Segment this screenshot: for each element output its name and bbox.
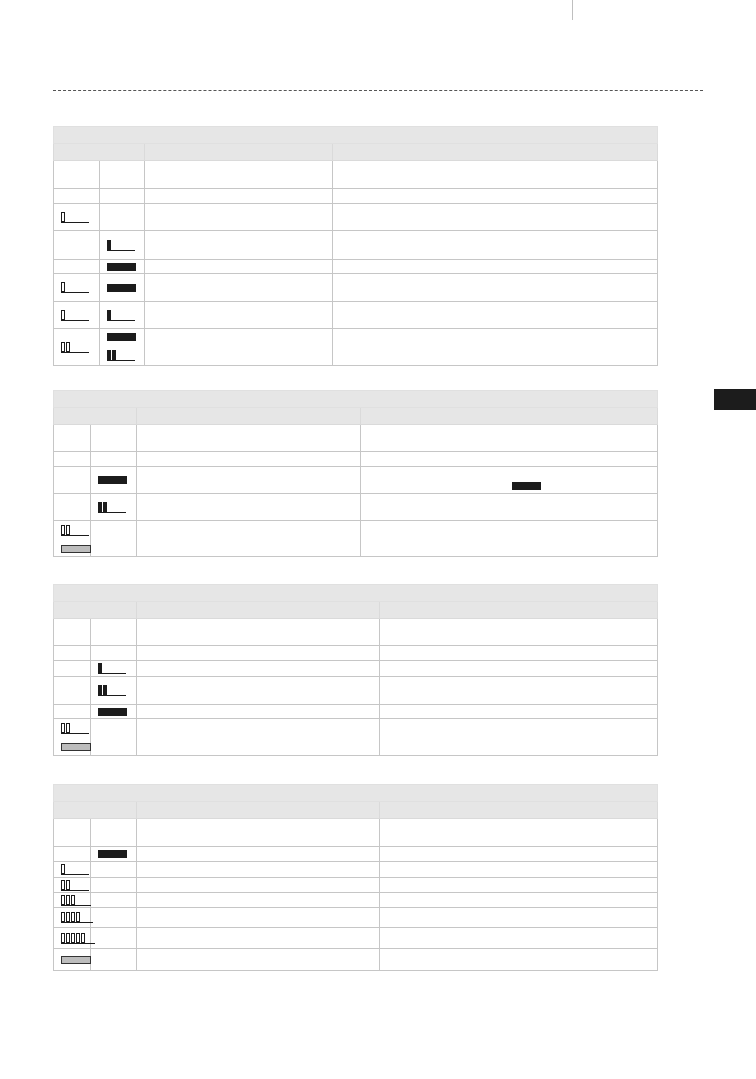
- description-cell: [137, 862, 380, 878]
- table-title-row: [54, 585, 658, 602]
- description-cell: [137, 847, 380, 862]
- remedy-cell: [380, 928, 658, 949]
- symbol-cell-a: [54, 661, 91, 677]
- header-cell: [333, 144, 658, 161]
- symbol-cell-b: [91, 908, 137, 928]
- table-3: [53, 584, 658, 756]
- remedy-cell: [380, 893, 658, 908]
- table-row: [54, 677, 658, 705]
- description-cell: [137, 425, 361, 452]
- symbol-cell-a: [54, 928, 91, 949]
- remedy-cell: [380, 878, 658, 893]
- symbol-cell-a: [54, 705, 91, 719]
- tick-marks-icon: [107, 240, 112, 251]
- symbol-cell-b: [100, 329, 145, 366]
- description-cell: [145, 231, 333, 260]
- remedy-cell: [380, 619, 658, 646]
- table-row: [54, 878, 658, 893]
- description-cell: [137, 494, 361, 521]
- header-cell: [54, 802, 137, 819]
- table-row: [54, 949, 658, 971]
- tick-marks-icon: [61, 342, 71, 353]
- table-row: [54, 425, 658, 452]
- symbol-cell-b: [91, 893, 137, 908]
- tick-marks-icon: [61, 895, 76, 906]
- table-1: [53, 126, 658, 366]
- description-cell: [137, 646, 380, 661]
- remedy-cell: [380, 862, 658, 878]
- tick-marks-icon: [61, 864, 66, 875]
- symbol-cell-a: [54, 878, 91, 893]
- table-row: [54, 260, 658, 274]
- symbol-cell-b: [91, 949, 137, 971]
- symbol-cell-b: [91, 467, 137, 494]
- symbol-cell-a: [54, 521, 91, 557]
- table-row: [54, 908, 658, 928]
- black-bar-icon: [107, 284, 136, 292]
- black-bar-icon: [98, 708, 127, 716]
- tick-marks-icon: [107, 350, 117, 361]
- symbol-cell-a: [54, 619, 91, 646]
- table-header-row: [54, 144, 658, 161]
- table-row: [54, 719, 658, 756]
- remedy-cell: [361, 452, 658, 467]
- description-cell: [137, 661, 380, 677]
- symbol-cell-b: [91, 646, 137, 661]
- black-bar-icon: [107, 263, 136, 271]
- symbol-cell-b: [91, 452, 137, 467]
- remedy-cell: [333, 302, 658, 329]
- header-cell: [145, 144, 333, 161]
- symbol-cell-b: [91, 928, 137, 949]
- inline-black-bar-icon: [512, 482, 541, 490]
- tick-marks-icon: [98, 685, 108, 696]
- header-cell: [380, 802, 658, 819]
- symbol-cell-b: [100, 260, 145, 274]
- header-cell: [137, 802, 380, 819]
- top-vertical-rule: [572, 0, 573, 20]
- symbol-cell-b: [91, 862, 137, 878]
- tick-marks-icon: [61, 933, 86, 944]
- table-row: [54, 893, 658, 908]
- remedy-cell: [380, 646, 658, 661]
- description-cell: [137, 908, 380, 928]
- remedy-cell: [333, 231, 658, 260]
- tick-marks-icon: [61, 282, 66, 293]
- header-cell: [54, 144, 145, 161]
- section-divider: [53, 90, 703, 91]
- symbol-cell-a: [54, 719, 91, 756]
- description-cell: [145, 274, 333, 302]
- table-header-row: [54, 602, 658, 619]
- description-cell: [137, 619, 380, 646]
- symbol-cell-a: [54, 204, 100, 231]
- tick-marks-icon: [98, 663, 103, 674]
- symbol-cell-a: [54, 949, 91, 971]
- table-2: [53, 390, 658, 557]
- table-title-row: [54, 785, 658, 802]
- description-cell: [137, 819, 380, 847]
- table-row: [54, 452, 658, 467]
- black-bar-icon: [98, 850, 127, 858]
- table-row: [54, 204, 658, 231]
- remedy-cell: [333, 274, 658, 302]
- remedy-cell: [361, 425, 658, 452]
- tick-marks-icon: [61, 525, 71, 536]
- symbol-cell-b: [91, 677, 137, 705]
- description-cell: [145, 204, 333, 231]
- grey-bar-icon: [61, 743, 91, 751]
- table-title-row: [54, 391, 658, 408]
- symbol-cell-a: [54, 494, 91, 521]
- remedy-cell: [380, 705, 658, 719]
- symbol-cell-b: [91, 425, 137, 452]
- symbol-cell-a: [54, 452, 91, 467]
- symbol-cell-b: [91, 847, 137, 862]
- header-cell: [137, 408, 361, 425]
- remedy-cell: [380, 949, 658, 971]
- chapter-tab: [714, 389, 756, 410]
- table-header-row: [54, 408, 658, 425]
- description-cell: [145, 161, 333, 189]
- table-row: [54, 619, 658, 646]
- symbol-cell-b: [91, 705, 137, 719]
- tick-marks-icon: [61, 212, 66, 223]
- table-row: [54, 705, 658, 719]
- black-bar-icon: [98, 476, 127, 484]
- table-row: [54, 646, 658, 661]
- remedy-cell: [361, 467, 658, 494]
- description-cell: [145, 260, 333, 274]
- table-row: [54, 521, 658, 557]
- symbol-cell-a: [54, 302, 100, 329]
- description-cell: [137, 705, 380, 719]
- symbol-cell-a: [54, 677, 91, 705]
- symbol-cell-b: [100, 189, 145, 204]
- symbol-cell-b: [91, 521, 137, 557]
- symbol-cell-b: [91, 878, 137, 893]
- table-row: [54, 819, 658, 847]
- symbol-cell-a: [54, 425, 91, 452]
- table-row: [54, 274, 658, 302]
- description-cell: [137, 928, 380, 949]
- table-row: [54, 231, 658, 260]
- table-row: [54, 302, 658, 329]
- symbol-cell-b: [100, 231, 145, 260]
- tick-marks-icon: [107, 310, 112, 321]
- remedy-cell: [333, 161, 658, 189]
- symbol-cell-b: [100, 274, 145, 302]
- remedy-cell: [380, 661, 658, 677]
- remedy-cell: [380, 677, 658, 705]
- symbol-cell-a: [54, 819, 91, 847]
- table-header-row: [54, 802, 658, 819]
- description-cell: [137, 467, 361, 494]
- symbol-cell-a: [54, 893, 91, 908]
- symbol-cell-b: [100, 204, 145, 231]
- grey-bar-icon: [61, 956, 91, 964]
- symbol-cell-a: [54, 260, 100, 274]
- symbol-cell-a: [54, 231, 100, 260]
- symbol-cell-b: [91, 494, 137, 521]
- description-cell: [137, 521, 361, 557]
- symbol-cell-b: [100, 161, 145, 189]
- table-row: [54, 661, 658, 677]
- tick-marks-icon: [61, 912, 81, 923]
- remedy-cell: [333, 189, 658, 204]
- symbol-cell-a: [54, 908, 91, 928]
- table-row: [54, 928, 658, 949]
- symbol-cell-a: [54, 646, 91, 661]
- header-cell: [137, 602, 380, 619]
- symbol-cell-a: [54, 862, 91, 878]
- header-cell: [361, 408, 658, 425]
- remedy-cell: [361, 494, 658, 521]
- symbol-cell-b: [91, 719, 137, 756]
- table-row: [54, 467, 658, 494]
- remedy-cell: [333, 260, 658, 274]
- header-cell: [54, 408, 137, 425]
- tick-marks-icon: [61, 880, 71, 891]
- table-4: [53, 784, 658, 971]
- grey-bar-icon: [61, 545, 91, 553]
- black-bar-icon: [107, 333, 136, 341]
- tick-marks-icon: [98, 502, 108, 513]
- table-row: [54, 494, 658, 521]
- symbol-cell-b: [91, 661, 137, 677]
- table-row: [54, 847, 658, 862]
- description-cell: [137, 719, 380, 756]
- header-cell: [54, 602, 137, 619]
- remedy-cell: [333, 329, 658, 366]
- remedy-cell: [380, 847, 658, 862]
- description-cell: [137, 677, 380, 705]
- header-cell: [380, 602, 658, 619]
- table-row: [54, 329, 658, 366]
- symbol-cell-b: [91, 619, 137, 646]
- symbol-cell-a: [54, 189, 100, 204]
- symbol-cell-b: [100, 302, 145, 329]
- description-cell: [137, 878, 380, 893]
- remedy-cell: [380, 819, 658, 847]
- symbol-cell-a: [54, 274, 100, 302]
- symbol-cell-a: [54, 467, 91, 494]
- description-cell: [137, 452, 361, 467]
- remedy-cell: [380, 908, 658, 928]
- symbol-cell-b: [91, 819, 137, 847]
- description-cell: [137, 893, 380, 908]
- symbol-cell-a: [54, 329, 100, 366]
- remedy-cell: [380, 719, 658, 756]
- symbol-cell-a: [54, 161, 100, 189]
- table-row: [54, 189, 658, 204]
- description-cell: [145, 329, 333, 366]
- remedy-cell: [333, 204, 658, 231]
- description-cell: [137, 949, 380, 971]
- description-cell: [145, 189, 333, 204]
- table-row: [54, 862, 658, 878]
- symbol-cell-a: [54, 847, 91, 862]
- tick-marks-icon: [61, 723, 71, 734]
- table-row: [54, 161, 658, 189]
- table-title-row: [54, 127, 658, 144]
- remedy-cell: [361, 521, 658, 557]
- description-cell: [145, 302, 333, 329]
- tick-marks-icon: [61, 310, 66, 321]
